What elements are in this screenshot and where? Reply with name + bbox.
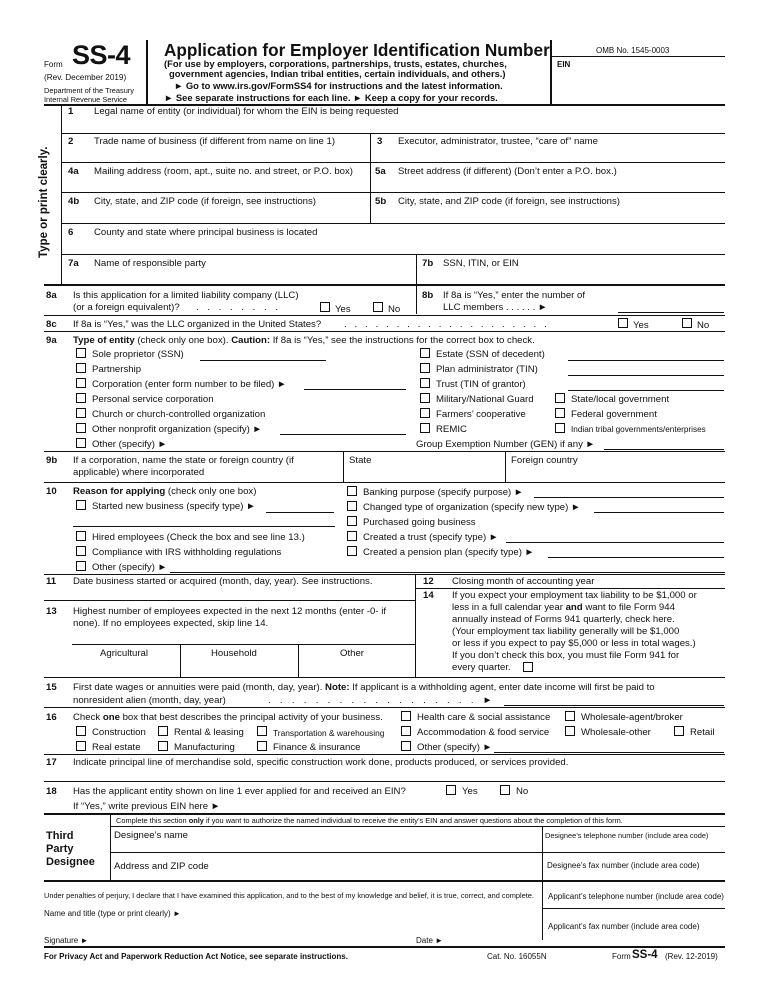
gen-label: Group Exemption Number (GEN) if any ► [416,439,596,450]
health-care-checkbox[interactable] [401,711,411,721]
line10-header: Reason for applying (check only one box) [73,486,257,497]
line4b-label: City, state, and ZIP code (if foreign, see instructions) [94,196,317,207]
wholesale-other-label: Wholesale-other [581,727,651,738]
line4a-label: Mailing address (room, apt., suite no. and street, or P.O. box) [94,166,353,177]
line8c-yes-label: Yes [633,320,649,331]
line13-question: Highest number of employees expected in the next 12 months (enter -0- if [73,606,387,617]
created-trust-checkbox[interactable] [347,531,357,541]
line15-question: First date wages or annuities were paid (month, day, year). Note: If applicant is a withholding agent, enter date income will first be paid to [73,682,655,693]
line8c-number: 8c [46,319,57,330]
changed-org-field[interactable] [594,512,724,513]
applicant-phone-label: Applicant’s telephone number (include area code) [548,892,724,901]
line8c-dots: . . . . . . . . . . . . . . . . . . . . [344,319,550,330]
other-reason-label: Other (specify) ► [92,562,168,573]
estate-checkbox[interactable] [420,348,430,358]
other-reason-field[interactable] [170,572,725,573]
line7b-label: SSN, ITIN, or EIN [443,258,519,269]
line5a-label: Street address (if different) (Don’t enter a P.O. box.) [398,166,617,177]
household-label: Household [211,648,257,659]
finance-checkbox[interactable] [257,741,267,751]
line4b-number: 4b [68,196,80,207]
real-estate-checkbox[interactable] [76,741,86,751]
line2-number: 2 [68,136,74,147]
signature-bottom-rule [44,946,725,948]
line13-question-2: none). If no employees expected, skip line 14. [73,618,269,629]
line13-box-top [72,644,416,645]
designee-intro-rule [110,826,725,827]
line8b-field[interactable] [618,312,724,313]
military-checkbox[interactable] [420,393,430,403]
agricultural-label: Agricultural [100,648,148,659]
other-nonprofit-checkbox[interactable] [76,423,86,433]
line11-rule [44,600,416,601]
line15-field[interactable] [504,705,724,706]
partnership-label: Partnership [92,364,142,375]
other-activity-field[interactable] [494,752,724,753]
footer-revision: (Rev. 12-2019) [665,952,718,961]
line14-text-2: less in a full calendar year and want to file Form 944 [452,602,675,613]
designee-bottom-rule [44,880,725,882]
changed-org-label: Changed type of organization (specify new type) ► [363,502,581,513]
line6-rule [61,254,725,255]
line9b-number: 9b [46,455,58,466]
line8-rule [44,315,725,316]
rental-leasing-label: Rental & leasing [174,727,244,738]
line4a-rule [61,192,725,193]
line11-12-divider [415,574,416,677]
accommodation-label: Accommodation & food service [417,727,550,738]
designee-name-rule [110,852,725,853]
line9a-rule [44,451,725,452]
designee-address-label: Address and ZIP code [114,861,209,872]
accommodation-checkbox[interactable] [401,726,411,736]
line18-rule [44,813,725,815]
line15-rule [44,707,725,708]
header-divider-right [550,40,552,105]
line8c-rule [44,331,725,332]
line9a-number: 9a [46,335,57,346]
col-divider-2-3 [370,133,371,223]
transportation-label: Transportation & warehousing [273,728,385,738]
wholesale-agent-checkbox[interactable] [565,711,575,721]
corporation-label: Corporation (enter form number to be filed) ► [92,379,287,390]
other-activity-checkbox[interactable] [401,741,411,751]
line15-dots: . . . . . . . . . . . . . . . . . . ► [268,695,496,706]
line13-number: 13 [46,606,57,617]
personal-service-corp-checkbox[interactable] [76,393,86,403]
line2-rule [61,162,725,163]
line12-number: 12 [423,576,434,587]
trust-label: Trust (TIN of grantor) [436,379,526,390]
sole-proprietor-ssn-field[interactable] [200,360,326,361]
line15-number: 15 [46,682,57,693]
started-new-business-field[interactable] [266,512,334,513]
manufacturing-checkbox[interactable] [158,741,168,751]
line17-question: Indicate principal line of merchandise sold, specific construction work done, products produced, or services provided. [73,757,569,768]
other-nonprofit-label: Other nonprofit organization (specify) ► [92,424,263,435]
line8a-no-checkbox[interactable] [373,302,383,312]
retail-checkbox[interactable] [674,726,684,736]
line14-text-1: If you expect your employment tax liability to be $1,000 or [452,590,697,601]
signature-divider [542,880,543,940]
purchased-business-checkbox[interactable] [347,516,357,526]
line14-text-6: If you don’t check this box, you must file Form 941 for [452,650,680,661]
designee-name-label: Designee’s name [114,830,188,841]
designee-phone-label: Designee’s telephone number (include area code) [545,831,709,840]
line5b-label: City, state, and ZIP code (if foreign, see instructions) [398,196,621,207]
farmers-coop-checkbox[interactable] [420,408,430,418]
line16-question: Check one box that best describes the principal activity of your business. [73,712,383,723]
line9b-divider-2 [505,451,506,482]
line18-yes-label: Yes [462,786,478,797]
line4a-number: 4a [68,166,79,177]
form-name: SS-4 [72,40,131,70]
subtitle-2: government agencies, Indian tribal entities, certain individuals, and others.) [169,68,506,79]
line8a-yes-checkbox[interactable] [320,302,330,312]
line18-no-label: No [516,786,529,797]
corporation-form-field[interactable] [304,389,406,390]
line13-14-rule [44,677,725,678]
partnership-checkbox[interactable] [76,363,86,373]
designee-label-3: Designee [46,856,95,868]
pension-plan-label: Created a pension plan (specify type) ► [363,547,535,558]
line8a-no-label: No [388,304,401,315]
line5a-number: 5a [375,166,386,177]
line5b-number: 5b [375,196,387,207]
line8b-label: If 8a is “Yes,” enter the number of [443,290,586,301]
revision-date: (Rev. December 2019) [44,73,127,82]
designee-divider-right [542,826,543,881]
see-instructions: ► See separate instructions for each line. ► Keep a copy for your records. [164,92,498,103]
gen-field[interactable] [604,449,724,450]
plan-admin-label: Plan administrator (TIN) [436,364,538,375]
wholesale-other-checkbox[interactable] [565,726,575,736]
line8c-no-checkbox[interactable] [682,318,692,328]
remic-label: REMIC [436,424,467,435]
pension-plan-checkbox[interactable] [347,546,357,556]
ein-divider [551,56,725,57]
line8a-number: 8a [46,290,57,301]
name-title-label: Name and title (type or print clearly) ► [44,909,181,918]
line12-rule [416,588,725,589]
compliance-label: Compliance with IRS withholding regulations [92,547,282,558]
line10-number: 10 [46,486,57,497]
line8c-no-label: No [697,320,710,331]
line9b-question-2: applicable) where incorporated [73,467,205,478]
pension-plan-field[interactable] [548,557,724,558]
line14-number: 14 [423,590,434,601]
line16-rule [44,754,725,755]
line9a-header: Type of entity (check only one box). Caution: If 8a is “Yes,” see the instructions for the correct box to check. [73,335,535,346]
real-estate-label: Real estate [92,742,141,753]
state-local-gov-checkbox[interactable] [555,393,565,403]
header-divider-left [146,40,148,105]
perjury-statement: Under penalties of perjury, I declare that I have examined this application, and to the best of my knowledge and belief, it is true, correct, and complete. [44,891,534,900]
privacy-notice: For Privacy Act and Paperwork Reduction Act Notice, see separate instructions. [44,952,348,961]
banking-purpose-checkbox[interactable] [347,486,357,496]
construction-checkbox[interactable] [76,726,86,736]
line9b-foreign-label: Foreign country [511,455,578,466]
line8a-question-2: (or a foreign equivalent)? [73,302,180,313]
purchased-business-label: Purchased going business [363,517,476,528]
estate-ssn-field[interactable] [568,360,724,361]
line8b-number: 8b [422,290,434,301]
wholesale-agent-label: Wholesale-agent/broker [581,712,683,723]
line3-number: 3 [377,136,383,147]
line8a-yes-label: Yes [335,304,351,315]
subtitle-1: (For use by employers, corporations, partnerships, trusts, estates, churches, [164,58,507,69]
line8c-question: If 8a is “Yes,” was the LLC organized in the United States? [73,319,322,330]
line6-number: 6 [68,227,74,238]
health-care-label: Health care & social assistance [417,712,551,723]
retail-label: Retail [690,727,715,738]
federal-gov-label: Federal government [571,409,657,420]
line8c-yes-checkbox[interactable] [618,318,628,328]
line11-number: 11 [46,576,57,587]
footer-form-name: SS-4 [632,949,658,961]
federal-gov-checkbox[interactable] [555,408,565,418]
estate-label: Estate (SSN of decedent) [436,349,545,360]
other-activity-label: Other (specify) ► [417,742,493,753]
line7b-number: 7b [422,258,434,269]
construction-label: Construction [92,727,146,738]
line18-number: 18 [46,786,57,797]
line14-text-7: every quarter. [452,662,511,673]
line18-no-checkbox[interactable] [500,785,510,795]
line15-question-2: nonresident alien (month, day, year) [73,695,226,706]
created-trust-field[interactable] [506,542,724,543]
other-entity-checkbox[interactable] [76,438,86,448]
date-label: Date ► [416,936,444,945]
line9b-divider-1 [343,451,344,482]
form944-checkbox[interactable] [523,662,533,672]
banking-purpose-label: Banking purpose (specify purpose) ► [363,487,524,498]
footer-form-word: Form [612,952,631,961]
other-nonprofit-field[interactable] [280,434,406,435]
hired-employees-label: Hired employees (Check the box and see line 13.) [92,532,305,543]
transportation-checkbox[interactable] [257,726,267,736]
line18-previous-ein: If “Yes,” write previous EIN here ► [73,801,221,812]
line13-divider-1 [180,644,181,677]
indian-tribal-label: Indian tribal governments/enterprises [571,425,706,434]
line17-rule [44,781,725,782]
line9b-rule [44,482,725,483]
line18-question: Has the applicant entity shown on line 1 ever applied for and received an EIN? [73,786,406,797]
church-label: Church or church-controlled organization [92,409,266,420]
finance-label: Finance & insurance [273,742,361,753]
line7a-number: 7a [68,258,79,269]
trust-tin-field[interactable] [568,390,724,391]
church-checkbox[interactable] [76,408,86,418]
manufacturing-label: Manufacturing [174,742,235,753]
line6-label: County and state where principal business is located [94,227,318,238]
line14-text-5: or less if you expect to pay $5,000 or less in total wages.) [452,638,696,649]
banking-purpose-field[interactable] [534,497,724,498]
sole-proprietor-checkbox[interactable] [76,348,86,358]
plan-admin-tin-field[interactable] [568,375,724,376]
ein-label: EIN [557,60,571,69]
applicant-phone-rule [542,908,725,909]
line1-rule [61,133,725,134]
corporation-checkbox[interactable] [76,378,86,388]
goto-instructions: ► Go to www.irs.gov/FormSS4 for instructions and the latest information. [174,80,503,91]
sole-proprietor-label: Sole proprietor (SSN) [92,349,184,360]
form-title: Application for Employer Identification Number [164,40,550,60]
trust-checkbox[interactable] [420,378,430,388]
line13-divider-2 [298,644,299,677]
line18-yes-checkbox[interactable] [446,785,456,795]
started-new-business-checkbox[interactable] [76,500,86,510]
line12-label: Closing month of accounting year [452,576,595,587]
designee-intro: Complete this section only if you want to authorize the named individual to receive the entity’s EIN and answer questions about the completion of this form. [116,816,623,825]
line16-number: 16 [46,712,57,723]
line8a-dots: . . . . . . . . [196,302,281,313]
line7-rule [44,284,725,286]
line7a-label: Name of responsible party [94,258,206,269]
omb-number: OMB No. 1545-0003 [596,46,670,55]
farmers-coop-label: Farmers’ cooperative [436,409,526,420]
catalog-number: Cat. No. 16055N [487,952,547,961]
created-trust-label: Created a trust (specify type) ► [363,532,499,543]
designee-label-1: Third [46,830,74,842]
personal-service-corp-label: Personal service corporation [92,394,214,405]
line14-text-4: (Your employment tax liability generally will be $1,000 [452,626,680,637]
line11-label: Date business started or acquired (month, day, year). See instructions. [73,576,373,587]
other-employees-label: Other [340,648,364,659]
line1-number: 1 [68,106,74,117]
rental-leasing-checkbox[interactable] [158,726,168,736]
other-reason-checkbox[interactable] [76,561,86,571]
line4b-rule [61,223,725,224]
applicant-fax-label: Applicant’s fax number (include area code) [548,922,700,931]
dept-line-1: Department of the Treasury [44,86,134,95]
remic-checkbox[interactable] [420,423,430,433]
designee-divider-left [110,813,111,881]
dept-line-2: Internal Revenue Service [44,95,127,104]
designee-label-2: Party [46,843,74,855]
line2-label: Trade name of business (if different from name on line 1) [94,136,336,147]
started-new-business-label: Started new business (specify type) ► [92,501,256,512]
line10-rule [44,574,725,575]
side-label: Type or print clearly. [38,146,50,258]
form-word: Form [44,60,63,69]
hired-employees-checkbox[interactable] [76,531,86,541]
line14-text-3: annually instead of Forms 941 quarterly, check here. [452,614,675,625]
line17-number: 17 [46,757,57,768]
plan-admin-checkbox[interactable] [420,363,430,373]
started-new-business-field-2[interactable] [73,526,335,527]
other-entity-label: Other (specify) ► [92,439,168,450]
line8b-label-2: LLC members . . . . . . ► [443,302,548,313]
designee-fax-label: Designee’s fax number (include area code) [547,861,700,870]
line9b-state-label: State [349,455,372,466]
state-local-gov-label: State/local government [571,394,670,405]
line3-label: Executor, administrator, trustee, “care of” name [398,136,598,147]
line9b-question: If a corporation, name the state or foreign country (if [73,455,294,466]
line1-label: Legal name of entity (or individual) for whom the EIN is being requested [94,106,399,117]
signature-label: Signature ► [44,936,89,945]
compliance-checkbox[interactable] [76,546,86,556]
indian-tribal-checkbox[interactable] [555,423,565,433]
line8a-question: Is this application for a limited liability company (LLC) [73,290,299,301]
changed-org-checkbox[interactable] [347,501,357,511]
military-label: Military/National Guard [436,394,534,405]
